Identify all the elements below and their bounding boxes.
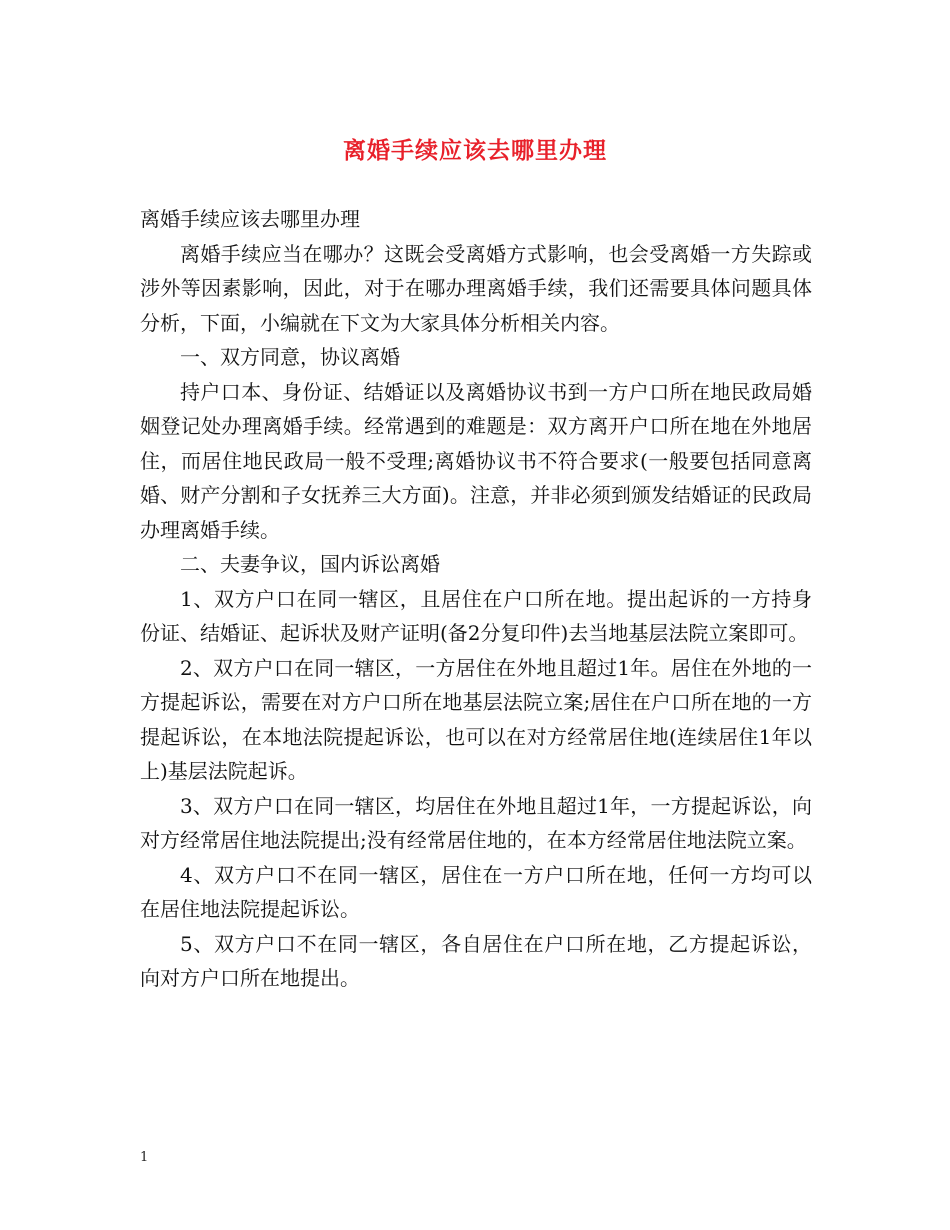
section-heading-agreement: 一、双方同意，协议离婚 <box>180 345 400 369</box>
litigation-item-3: 3、双方户口在同一辖区，均居住在外地且超过1年，一方提起诉讼，向对方经常居住地法院提出;没有经常居住地的，在本方经常居住地法院立案。 <box>140 793 812 852</box>
document-body <box>140 202 812 996</box>
litigation-item-2: 2、双方户口在同一辖区，一方居住在外地且超过1年。居住在外地的一方提起诉讼，需要在对方户口所在地基层法院立案;居住在户口所在地的一方提起诉讼，在本地法院提起诉讼，也可以在对方经常居住地(连续居住1年以上)基层法院起诉。 <box>140 655 812 783</box>
litigation-item-4: 4、双方户口不在同一辖区，居住在一方户口所在地，任何一方均可以在居住地法院提起诉讼。 <box>140 862 812 921</box>
agreement-paragraph: 持户口本、身份证、结婚证以及离婚协议书到一方户口所在地民政局婚姻登记处办理离婚手续。经常遇到的难题是：双方离开户口所在地在外地居住，而居住地民政局一般不受理;离婚协议书不符合要求(一般要包括同意离婚、财产分割和子女抚养三大方面)。注意，并非必须到颁发结婚证的民政局办理离婚手续。 <box>140 379 812 542</box>
intro-paragraph: 离婚手续应当在哪办？这既会受离婚方式影响，也会受离婚一方失踪或涉外等因素影响，因此，对于在哪办理离婚手续，我们还需要具体问题具体分析，下面，小编就在下文为大家具体分析相关内容。 <box>140 241 812 335</box>
document-title: 离婚手续应该去哪里办理 <box>343 137 607 164</box>
litigation-item-1: 1、双方户口在同一辖区，且居住在户口所在地。提出起诉的一方持身份证、结婚证、起诉状及财产证明(备2分复印件)去当地基层法院立案即可。 <box>140 586 812 645</box>
litigation-item-5: 5、双方户口不在同一辖区，各自居住在户口所在地，乙方提起诉讼，向对方户口所在地提出。 <box>140 931 812 990</box>
section-heading-litigation: 二、夫妻争议，国内诉讼离婚 <box>180 552 440 576</box>
document-subtitle: 离婚手续应该去哪里办理 <box>140 207 360 231</box>
page-number: 1 <box>140 1150 149 1165</box>
